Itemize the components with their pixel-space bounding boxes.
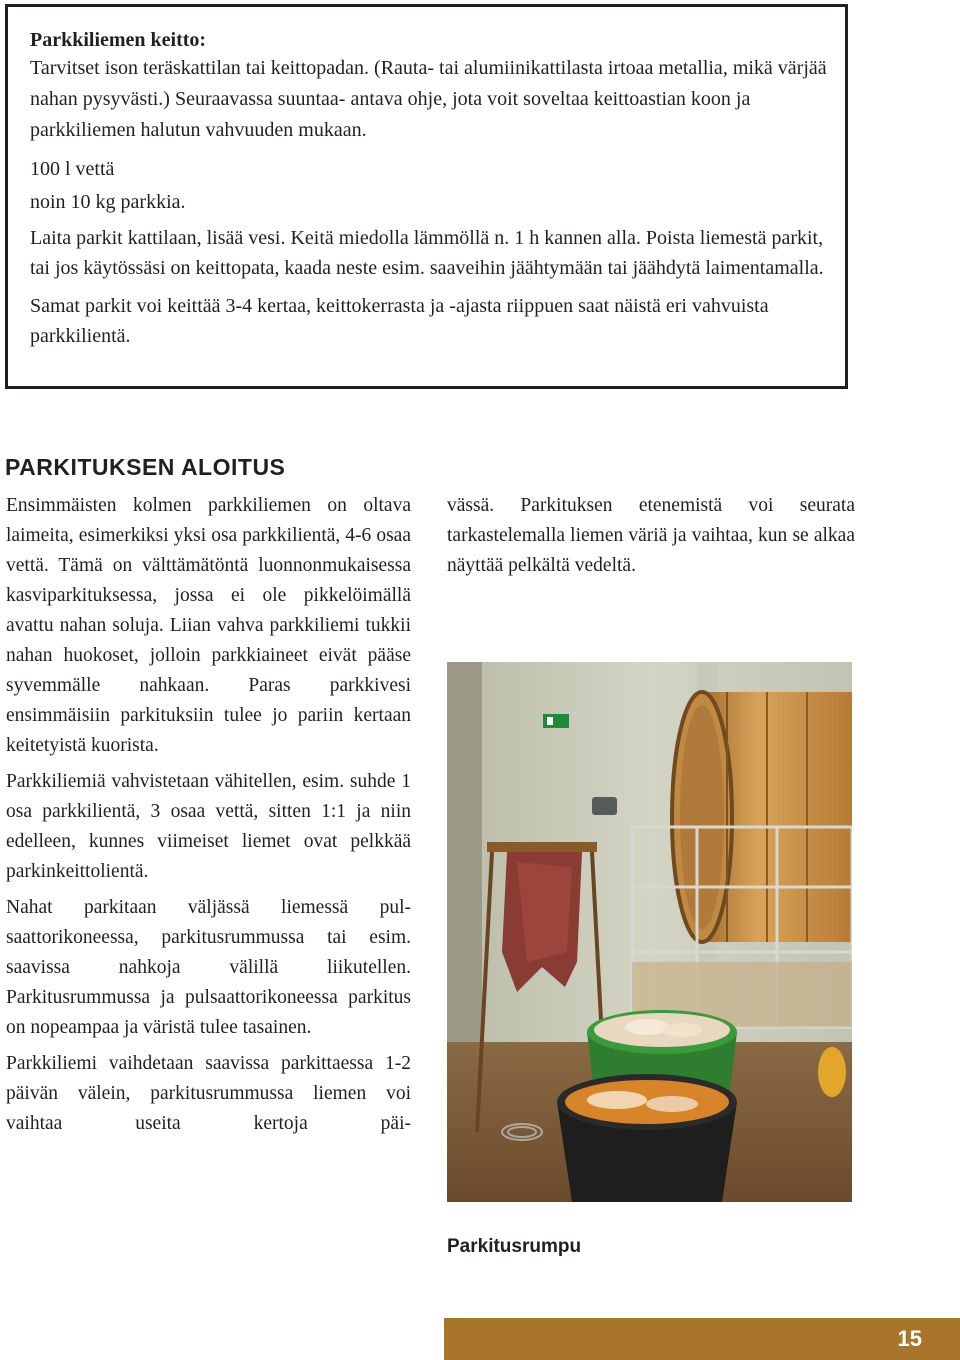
recipe-intro: Tarvitset ison teräskattilan tai keittopadan. (Rauta- tai alumiinikattilasta irtoaa metallia, mikä värjää nahan pysyvästi.) Seuraavassa suuntaa- antava ohje, jota voit soveltaa keittoastian koon ja parkkiliemen halutun vahvuuden mukaan. bbox=[30, 57, 827, 141]
recipe-note: Samat parkit voi keittää 3-4 kertaa, keittokerrasta ja -ajasta riippuen saat näistä eri vahvuista parkkilientä. bbox=[30, 295, 769, 347]
body-paragraph: Nahat parkitaan väljässä liemessä pulsaattorikoneessa, parkitusrummussa tai esim. saavissa nahkoja välillä liikutellen. Parkitusrummussa ja pulsaattorikoneessa parkitus on nopeampaa ja väristä tulee tasainen. bbox=[6, 897, 411, 1038]
body-paragraph-continuation: vässä. Parkituksen etenemistä voi seurata tarkastelemalla liemen väriä ja vaihtaa, kun se alkaa näyttää pelkältä vedeltä. bbox=[447, 495, 855, 576]
body-paragraph: Parkkiliemi vaihdetaan saavissa parkittaessa 1-2 päivän välein, parkitusrummussa liemen voi vaihtaa useita kertoja päi- bbox=[6, 1053, 411, 1134]
photo-caption: Parkitusrumpu bbox=[447, 1236, 582, 1257]
section-heading: PARKITUKSEN ALOITUS bbox=[5, 454, 286, 480]
recipe-instructions: Laita parkit kattilaan, lisää vesi. Keitä miedolla lämmöllä n. 1 h kannen alla. Poista liemestä parkit, tai jos käytössäsi on keittopata, kaada neste esim. saaveihin jäähtymään tai jäähdytä laimentamalla. bbox=[30, 227, 824, 279]
recipe-bark-amount: noin 10 kg parkkia. bbox=[30, 191, 186, 213]
recipe-title: Parkkiliemen keitto: bbox=[30, 29, 207, 51]
body-paragraph: Parkkiliemiä vahvistetaan vähitellen, esim. suhde 1 osa parkkilientä, 3 osaa vettä, sitten 1:1 ja niin edelleen, kunnes viimeiset liemet ovat pelkkää parkinkeittolientä. bbox=[6, 771, 411, 882]
page-number: 15 bbox=[897, 1326, 922, 1351]
footer-bar bbox=[444, 1318, 960, 1360]
black-bucket-front bbox=[557, 1074, 737, 1202]
drum bbox=[672, 692, 852, 942]
recipe-box bbox=[5, 4, 848, 389]
recipe-water-amount: 100 l vettä bbox=[30, 158, 115, 180]
exit-sign-icon bbox=[543, 714, 569, 728]
body-paragraph: Ensimmäisten kolmen parkkiliemen on oltava laimeita, esimerkiksi yksi osa parkkilientä, 4-6 osaa vettä. Tämä on välttämätöntä luonnonmukaisessa kasviparkituksessa, jossa ei ole pikkelöimällä avattu nahan soluja. Liian vahva parkkiliemi tukkii nahan huokoset, jolloin parkkiaineet eivät pääse syvemmälle nahkaan. Paras parkkivesi ensimmäisiin parkituksiin tulee jo pariin kertaan keitetyistä kuorista. bbox=[6, 495, 411, 756]
body-right-column bbox=[447, 491, 855, 581]
tanning-drum-photo bbox=[447, 662, 852, 1202]
body-left-column bbox=[6, 491, 411, 1145]
